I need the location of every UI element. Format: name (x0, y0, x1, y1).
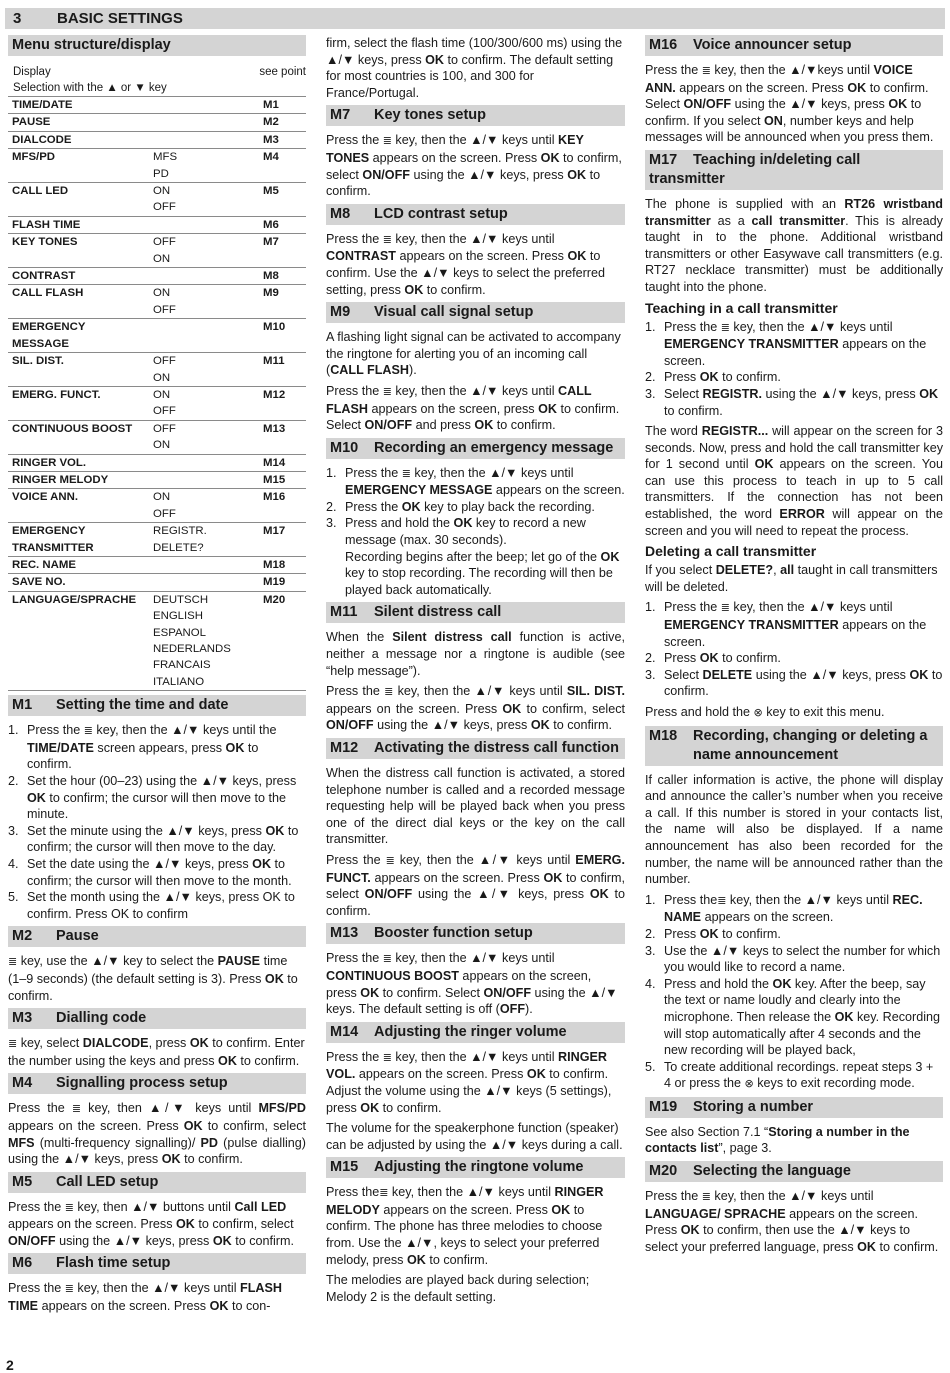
table-row (8, 353, 306, 387)
page-number: 2 (6, 1357, 14, 1373)
m9-text: Press the ≣ key, then the ▲/▼ keys until CALL FLASH appears on the screen, press OK to confirm. Select ON/OFF and press OK to confirm. (326, 383, 620, 433)
menu-item-name: KEY TONES (12, 236, 78, 249)
m14-text: Press the ≣ key, then the ▲/▼ keys until RINGER VOL. appears on the screen. Press OK to confirm. Adjust the volume using the ▲/▼ keys (5 settings), press OK to confirm. (326, 1049, 612, 1115)
m8-text: Press the ≣ key, then the ▲/▼ keys until CONTRAST appears on the screen. Press OK to confirm. Use the ▲/▼ keys to select the preferred setting, press OK to confirm. (326, 231, 606, 297)
menu-item-options (153, 454, 263, 471)
m2-text: ≣ key, use the ▲/▼ key to select the PAUSE time (1–9 seconds) (the default setting is 3). Press OK to confirm. (8, 954, 298, 1003)
column-2 (326, 35, 625, 1309)
menu-item-options (153, 114, 263, 131)
m10-heading: M10 Recording an emergency message (326, 438, 625, 459)
list-item: 1. Press the ≣ key, then the ▲/▼ keys until EMERGENCY MESSAGE appears on the screen. (326, 465, 625, 498)
m16-text: Press the ≣ key, then the ▲/▼keys until VOICE ANN. appears on the screen. Press OK to confirm. Select ON/OFF using the ▲/▼ keys, press OK to confirm. If you select ON, number keys and help messages will be announced when you press them. (645, 63, 934, 145)
list-item: 5. To create additional recordings. repeat steps 3 + 4 or press the ⊗ keys to exit recording mode. (645, 1059, 934, 1091)
column-1 (8, 35, 306, 1319)
menu-item-name: CALL FLASH (12, 287, 84, 300)
menu-item-point: M12 (263, 388, 286, 401)
m18-heading: M18 Recording, changing or deleting a name announcement (645, 726, 943, 766)
menu-icon: ≣ (379, 1186, 389, 1200)
list-item: 1. Press the ≣ key, then the ▲/▼ keys until the TIME/DATE screen appears, press OK to confirm. (8, 723, 277, 772)
m11-intro: When the Silent distress call function is active, neither a message nor a ringtone is audible (see “help message”). (326, 630, 625, 678)
menu-icon: ≣ (720, 320, 730, 334)
m6-text-part2: firm, select the flash time (100/300/600 ms) using the ▲/▼ keys, press OK to confirm. The default setting for most countries is 100, and 300 for France/Portugal. (326, 36, 623, 100)
table-row (8, 131, 306, 148)
m20-heading: M20 Selecting the language (645, 1161, 943, 1182)
m7-heading: M7 Key tones setup (326, 105, 625, 126)
menu-item-options (153, 556, 263, 573)
menu-item-name: CONTINUOUS BOOST (12, 422, 133, 435)
m17-teach-steps (645, 319, 943, 420)
menu-item-name: EMERGENCY TRANSMITTER (12, 525, 94, 554)
menu-item-point: M17 (263, 525, 286, 538)
column-3 (645, 35, 943, 1259)
menu-item-name: RINGER VOL. (12, 456, 87, 469)
menu-item-point: M6 (263, 218, 279, 231)
list-item: 1. Press the≣ key, then the ▲/▼ keys until REC. NAME appears on the screen. (645, 892, 923, 925)
menu-item-point: M9 (263, 287, 279, 300)
list-item: 4. Set the date using the ▲/▼ keys, press OK to confirm; the cursor will then move to the month. (8, 856, 292, 888)
menu-item-point: M20 (263, 593, 286, 606)
m11-heading: M11 Silent distress call (326, 602, 625, 623)
table-row (8, 574, 306, 591)
menu-item-options: MFS PD (153, 151, 178, 180)
menu-icon: ≣ (382, 232, 392, 246)
m20-text: Press the ≣ key, then the ▲/▼ keys until LANGUAGE/ SPRACHE appears on the screen. Press OK to confirm, then use the ▲/▼ keys to select your preferred language, press OK to confirm. (645, 1189, 939, 1254)
m12-text: Press the ≣ key, then the ▲/▼ keys until EMERG. FUNCT. appears on the screen. Press OK to confirm, select ON/OFF using the ▲/▼ keys, press OK to confirm. (326, 852, 625, 918)
m19-heading: M19 Storing a number (645, 1097, 943, 1118)
see-point-label: see point (259, 66, 306, 78)
menu-item-point: M14 (263, 456, 286, 469)
list-item: 2. Press the OK key to play back the recording. (326, 499, 595, 514)
m18-steps (645, 892, 943, 1093)
section-header (5, 8, 945, 29)
menu-icon: ≣ (401, 466, 411, 480)
m4-heading: M4 Signalling process setup (8, 1073, 306, 1094)
menu-item-point: M13 (263, 422, 286, 435)
menu-item-name: FLASH TIME (12, 218, 81, 231)
m13-heading: M13 Booster function setup (326, 923, 625, 944)
list-item: 1. Press the ≣ key, then the ▲/▼ keys until EMERGENCY TRANSMITTER appears on the screen. (645, 600, 927, 649)
menu-item-name: DIALCODE (12, 133, 72, 146)
menu-item-options: ON OFF (153, 185, 176, 214)
m5-heading: M5 Call LED setup (8, 1172, 306, 1193)
table-row (8, 556, 306, 573)
m12-intro: When the distress call function is activated, a stored telephone number is called and a recorded message requesting help will be played back when you press one of the direct dial keys or the key on the call transmitter. (326, 766, 625, 847)
menu-item-name: RINGER MELODY (12, 473, 109, 486)
menu-item-name: PAUSE (12, 116, 51, 129)
m14-heading: M14 Adjusting the ringer volume (326, 1022, 625, 1043)
m19-text: See also Section 7.1 “Storing a number in the contacts list”, page 3. (645, 1124, 910, 1156)
table-row (8, 489, 306, 523)
menu-item-options (153, 574, 263, 591)
m17-exit-text: Press and hold the ⊗ key to exit this menu. (645, 705, 885, 719)
teaching-in-subheading: Teaching in a call transmitter (645, 299, 838, 316)
menu-item-options (153, 216, 263, 233)
menu-icon: ≣ (382, 952, 392, 966)
menu-icon: ≣ (717, 893, 727, 907)
table-row (8, 268, 306, 285)
table-row (8, 149, 306, 183)
display-label: Display (13, 66, 51, 78)
menu-item-name: CONTRAST (12, 270, 76, 283)
menu-item-point: M11 (263, 355, 285, 368)
m12-heading: M12 Activating the distress call function (326, 738, 625, 759)
exit-icon: ⊗ (744, 1077, 754, 1091)
m17-delete-intro: If you select DELETE?, all taught in call transmitters will be deleted. (645, 563, 938, 594)
m4-text: Press the ≣ key, then ▲/▼ keys until MFS/PD appears on the screen. Press OK to confirm, select MFS (multi-frequency signalling)/ PD (pulse dialling) using the ▲/▼ keys, press OK to confirm. (8, 1101, 307, 1167)
m14-note: The volume for the speakerphone function (speaker) can be adjusted by using the ▲/▼ keys during a call. (326, 1121, 623, 1152)
menu-structure-heading: Menu structure/display (8, 35, 306, 56)
menu-item-options: DEUTSCH ENGLISH ESPANOL NEDERLANDS FRANCAIS ITALIANO (153, 593, 231, 688)
m15-text: Press the≣ key, then the ▲/▼ keys until RINGER MELODY appears on the screen. Press OK to confirm. The phone has three melodies to choose from. Use the ▲/▼, keys to select your preferred melody, press OK to confirm. (326, 1185, 604, 1267)
m1-heading: M1 Setting the time and date (8, 695, 306, 716)
m11-text: Press the ≣ key, then the ▲/▼ keys until SIL. DIST. appears on the screen. Press OK to confirm, select ON/OFF using the ▲/▼ keys, press OK to confirm. (326, 684, 625, 733)
menu-item-point: M3 (263, 133, 279, 146)
m16-heading: M16 Voice announcer setup (645, 35, 943, 56)
table-row (8, 234, 306, 268)
list-item: 3. Set the minute using the ▲/▼ keys, press OK to confirm; the cursor will then move to the day. (8, 823, 299, 855)
menu-item-options (153, 268, 263, 285)
table-row (8, 114, 306, 131)
menu-icon: ≣ (701, 1190, 711, 1204)
menu-item-point: M18 (263, 558, 286, 571)
list-item: 3. Use the ▲/▼ keys to select the number for which you would like to record a name. (645, 943, 941, 975)
m2-heading: M2 Pause (8, 926, 306, 947)
table-row (8, 97, 306, 114)
menu-icon: ≣ (720, 601, 730, 615)
menu-item-point: M2 (263, 116, 279, 129)
m13-text: Press the ≣ key, then the ▲/▼ keys until CONTINUOUS BOOST appears on the screen, press OK to confirm. Select ON/OFF using the ▲/▼ keys. The default setting is off (OFF). (326, 951, 618, 1017)
table-row (8, 183, 306, 217)
menu-icon: ≣ (64, 1200, 74, 1214)
menu-icon: ≣ (382, 384, 392, 398)
m9-heading: M9 Visual call signal setup (326, 302, 625, 323)
m17-register-text: The word REGISTR... will appear on the screen for 3 seconds. Now, press and hold the call transmitter key for 1 second until OK appears on the screen. You can use this process to teach in up to 5 call transmitters. If the connection has not been established, the word ERROR will appear on the screen and you will need to repeat the process. (645, 424, 943, 538)
list-item: 3. Select REGISTR. using the ▲/▼ keys, press OK to confirm. (645, 386, 939, 418)
selection-label: Selection with the ▲ or ▼ key (13, 82, 167, 94)
menu-icon: ≣ (64, 1282, 74, 1296)
menu-item-point: M7 (263, 236, 279, 249)
m3-text: ≣ key, select DIALCODE, press OK to confirm. Enter the number using the keys and press OK to confirm. (8, 1036, 305, 1068)
m6-text-part1: Press the ≣ key, then the ▲/▼ keys until FLASH TIME appears on the screen. Press OK to con- (8, 1281, 283, 1314)
table-row (8, 591, 306, 690)
section-title: BASIC SETTINGS (57, 10, 183, 27)
menu-item-name: EMERG. FUNCT. (12, 388, 101, 401)
menu-item-options: OFF ON (153, 422, 176, 452)
table-row (8, 420, 306, 454)
table-row (8, 319, 306, 353)
menu-icon: ≣ (8, 955, 18, 969)
m17-heading: M17 Teaching in/deleting call transmitter (645, 150, 943, 190)
menu-item-point: M5 (263, 185, 279, 198)
deleting-subheading: Deleting a call transmitter (645, 543, 817, 560)
menu-item-point: M10 (263, 321, 286, 334)
m15-heading: M15 Adjusting the ringtone volume (326, 1157, 625, 1178)
menu-item-name: REC. NAME (12, 558, 76, 571)
menu-item-options: ON OFF (153, 491, 176, 520)
menu-item-name: MFS/PD (12, 151, 56, 164)
menu-item-point: M16 (263, 491, 286, 504)
menu-item-options (153, 97, 263, 114)
menu-icon: ≣ (385, 853, 395, 867)
menu-item-name: LANGUAGE/SPRACHE (12, 593, 137, 606)
menu-icon: ≣ (384, 685, 394, 699)
menu-item-point: M19 (263, 576, 286, 589)
m10-steps (326, 465, 625, 599)
menu-icon: ≣ (83, 724, 93, 738)
m17-intro: The phone is supplied with an RT26 wristband transmitter as a call transmitter. This is already taught in to the phone. Additional wristband transmitters or other Easywave call transmitters (e.g. RT27 necklace transmitter) must be additionally taught into the phone. (645, 196, 943, 294)
m6-heading: M6 Flash time setup (8, 1253, 306, 1274)
list-item: 3. Select DELETE using the ▲/▼ keys, press OK to confirm. (645, 667, 943, 699)
menu-item-point: M1 (263, 99, 279, 111)
list-item: 4. Press and hold the OK key. After the beep, say the text or name loudly and clearly into the microphone. Then release the OK key. Recording will stop automatically after 4 seconds and the new recording will be played back, (645, 976, 941, 1058)
menu-table (8, 96, 306, 691)
menu-item-point: M15 (263, 473, 286, 486)
menu-icon: ≣ (71, 1102, 82, 1116)
menu-item-point: M4 (263, 151, 279, 164)
m3-heading: M3 Dialling code (8, 1008, 306, 1029)
list-item: 2. Press OK to confirm. (645, 651, 781, 666)
m17-delete-steps (645, 599, 943, 700)
list-item: 3. Press and hold the OK key to record a new message (max. 30 seconds). Recording begins after the beep; let go of the OK key to stop recording. The recording will then be played back automatically. (326, 516, 620, 597)
menu-item-options: OFF ON (153, 355, 176, 384)
menu-icon: ≣ (8, 1037, 18, 1051)
menu-item-options (153, 471, 263, 488)
menu-item-options (153, 131, 263, 148)
list-item: 5. Set the month using the ▲/▼ keys, press OK to confirm. Press OK to confirm (8, 890, 295, 921)
menu-icon: ≣ (701, 64, 711, 77)
table-row (8, 471, 306, 488)
m1-steps (8, 722, 306, 922)
menu-icon: ≣ (382, 1050, 392, 1064)
section-number: 3 (13, 10, 22, 27)
table-row (8, 386, 306, 420)
menu-item-options: OFF ON (153, 236, 176, 265)
menu-item-options: REGISTR. DELETE? (153, 525, 207, 554)
exit-icon: ⊗ (753, 706, 763, 719)
menu-item-options: ON OFF (153, 287, 176, 316)
menu-item-name: CALL LED (12, 185, 69, 198)
table-row (8, 216, 306, 233)
list-item: 1. Press the ≣ key, then the ▲/▼ keys until EMERGENCY TRANSMITTER appears on the screen. (645, 319, 927, 368)
menu-item-name: SIL. DIST. (12, 355, 64, 368)
menu-item-name: TIME/DATE (12, 99, 73, 111)
list-item: 2. Set the hour (00–23) using the ▲/▼ keys, press OK to confirm; the cursor will then move to the minute. (8, 774, 297, 822)
menu-table-head (8, 62, 306, 96)
menu-item-options (153, 319, 263, 353)
list-item: 2. Press OK to confirm. (645, 926, 781, 941)
m9-intro: A flashing light signal can be activated to accompany the ringtone for alerting you of an incoming call (CALL FLASH). (326, 330, 621, 378)
m18-intro: If caller information is active, the phone will display and announce the caller’s number when you receive a call. If this number is stored in your contacts list, the name will also be displayed. If a name announcement has also been recorded for the number, the name will be announced rather than the number. (645, 772, 943, 887)
m8-heading: M8 LCD contrast setup (326, 204, 625, 225)
table-row (8, 454, 306, 471)
menu-item-options: ON OFF (153, 388, 176, 418)
list-item: 2. Press OK to confirm. (645, 370, 781, 385)
menu-icon: ≣ (382, 134, 392, 148)
menu-item-name: VOICE ANN. (12, 491, 79, 504)
table-row (8, 285, 306, 319)
table-row (8, 523, 306, 557)
menu-item-name: EMERGENCY MESSAGE (12, 321, 86, 350)
menu-item-name: SAVE NO. (12, 576, 66, 589)
menu-item-point: M8 (263, 270, 279, 283)
m15-note: The melodies are played back during selection; Melody 2 is the default setting. (326, 1273, 590, 1304)
m5-text: Press the ≣ key, then ▲/▼ buttons until Call LED appears on the screen. Press OK to confirm, select ON/OFF using the ▲/▼ keys, press OK to confirm. (8, 1199, 294, 1248)
m7-text: Press the ≣ key, then the ▲/▼ keys until KEY TONES appears on the screen. Press OK to confirm, select ON/OFF using the ▲/▼ keys, press OK to confirm. (326, 133, 622, 199)
